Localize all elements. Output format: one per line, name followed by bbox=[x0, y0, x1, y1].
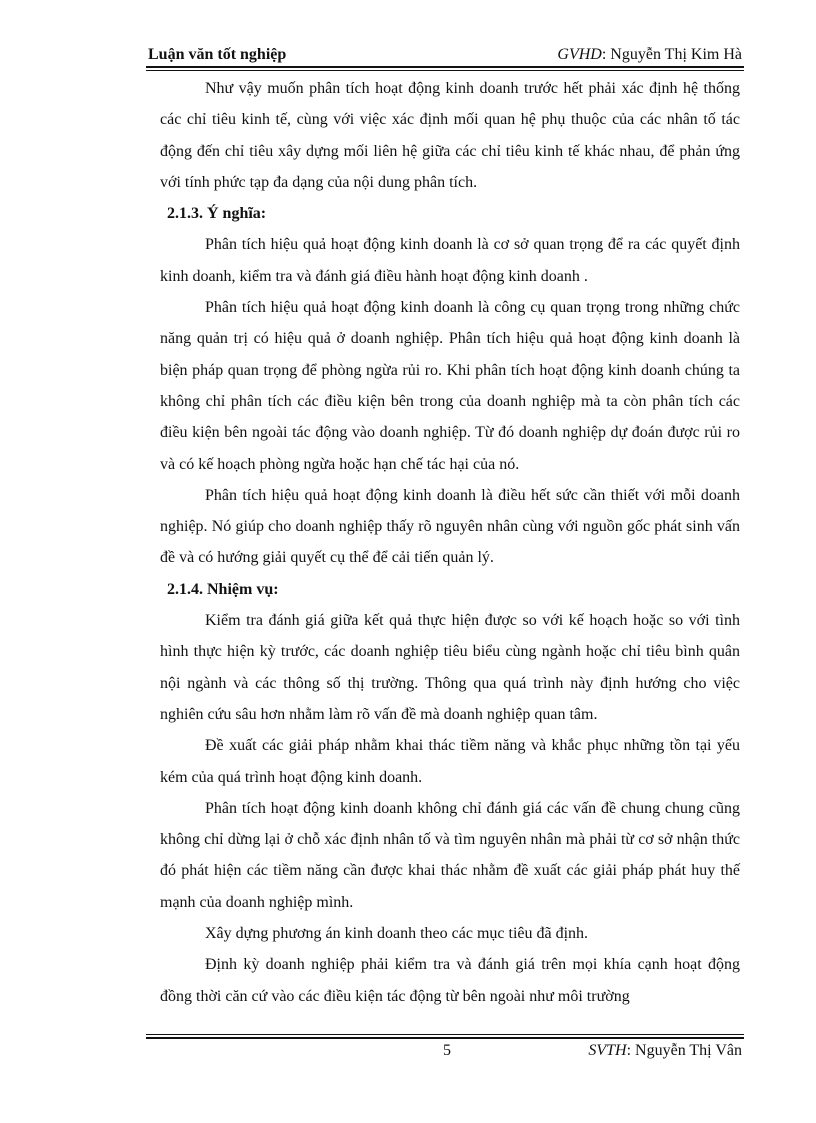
header-rule-thick bbox=[146, 66, 744, 68]
header-rule-thin bbox=[146, 70, 744, 71]
student-name: : Nguyễn Thị Vân bbox=[626, 1042, 742, 1059]
advisor-label: GVHD bbox=[557, 46, 602, 63]
paragraph: Đề xuất các giải pháp nhằm khai thác tiềm năng và khắc phục những tồn tại yếu kém của quá trình hoạt động kinh doanh. bbox=[160, 737, 740, 786]
advisor-name: : Nguyễn Thị Kim Hà bbox=[601, 46, 742, 63]
thesis-title: Luận văn tốt nghiệp bbox=[148, 46, 287, 63]
paragraph: Như vậy muốn phân tích hoạt động kinh doanh trước hết phải xác định hệ thống các chỉ tiêu kinh tế, cùng với việc xác định mối quan hệ phụ thuộc của các nhân tố tác động đến chỉ tiêu xây dựng mối liên hệ giữa các chỉ tiêu kinh tế khác nhau, để phản ứng với tính phức tạp đa dạng của nội dung phân tích. bbox=[160, 80, 740, 191]
paragraph: Phân tích hoạt động kinh doanh không chỉ đánh giá các vấn đề chung chung cũng không chỉ dừng lại ở chỗ xác định nhân tố và tìm nguyên nhân mà phải từ cơ sở nhận thức đó phát hiện các tiềm năng cần được khai thác nhằm đề xuất các giải pháp phát huy thế mạnh của doanh nghiệp mình. bbox=[160, 799, 740, 911]
page-body bbox=[160, 73, 740, 1012]
student bbox=[588, 1042, 742, 1060]
footer-rule-thick bbox=[146, 1037, 744, 1039]
paragraph: Phân tích hiệu quả hoạt động kinh doanh là cơ sở quan trọng để ra các quyết định kinh doanh, kiểm tra và đánh giá điều hành hoạt động kinh doanh . bbox=[160, 236, 740, 285]
section-heading-tasks: 2.1.4. Nhiệm vụ: bbox=[167, 580, 279, 598]
section-heading-significance: 2.1.3. Ý nghĩa: bbox=[167, 205, 267, 223]
paragraph: Phân tích hiệu quả hoạt động kinh doanh là công cụ quan trọng trong những chức năng quản trị có hiệu quả ở doanh nghiệp. Phân tích hiệu quả hoạt động kinh doanh là biện pháp quan trọng để phòng ngừa rủi ro. Khi phân tích hoạt động kinh doanh chúng ta không chỉ phân tích các điều kiện bên trong của doanh nghiệp mà ta còn phân tích các điều kiện bên ngoài tác động vào doanh nghiệp. Từ đó doanh nghiệp dự đoán được rủi ro và có kế hoạch phòng ngừa hoặc hạn chế tác hại của nó. bbox=[160, 299, 740, 473]
paragraph: Xây dựng phương án kinh doanh theo các mục tiêu đã định. bbox=[205, 925, 589, 943]
page-footer bbox=[146, 1042, 742, 1064]
paragraph: Định kỳ doanh nghiệp phải kiểm tra và đánh giá trên mọi khía cạnh hoạt động đồng thời căn cứ vào các điều kiện tác động từ bên ngoài như môi trường bbox=[160, 956, 740, 1005]
page-number: 5 bbox=[443, 1042, 451, 1059]
paragraph: Phân tích hiệu quả hoạt động kinh doanh là điều hết sức cần thiết với mỗi doanh nghiệp. Nó giúp cho doanh nghiệp thấy rõ nguyên nhân cùng với nguồn gốc phát sinh vấn đề và có hướng giải quyết cụ thể để cải tiến quản lý. bbox=[160, 486, 740, 567]
footer-rule-thin bbox=[146, 1034, 744, 1035]
advisor bbox=[557, 46, 742, 64]
page-header bbox=[146, 46, 742, 68]
student-label: SVTH bbox=[588, 1042, 627, 1059]
paragraph: Kiểm tra đánh giá giữa kết quả thực hiện được so với kế hoạch hoặc so với tình hình thực hiện kỳ trước, các doanh nghiệp tiêu biểu cùng ngành hoặc chỉ tiêu bình quân nội ngành và các thông số thị trường. Thông qua quá trình này định hướng cho việc nghiên cứu sâu hơn nhằm làm rõ vấn đề mà doanh nghiệp quan tâm. bbox=[160, 612, 740, 723]
